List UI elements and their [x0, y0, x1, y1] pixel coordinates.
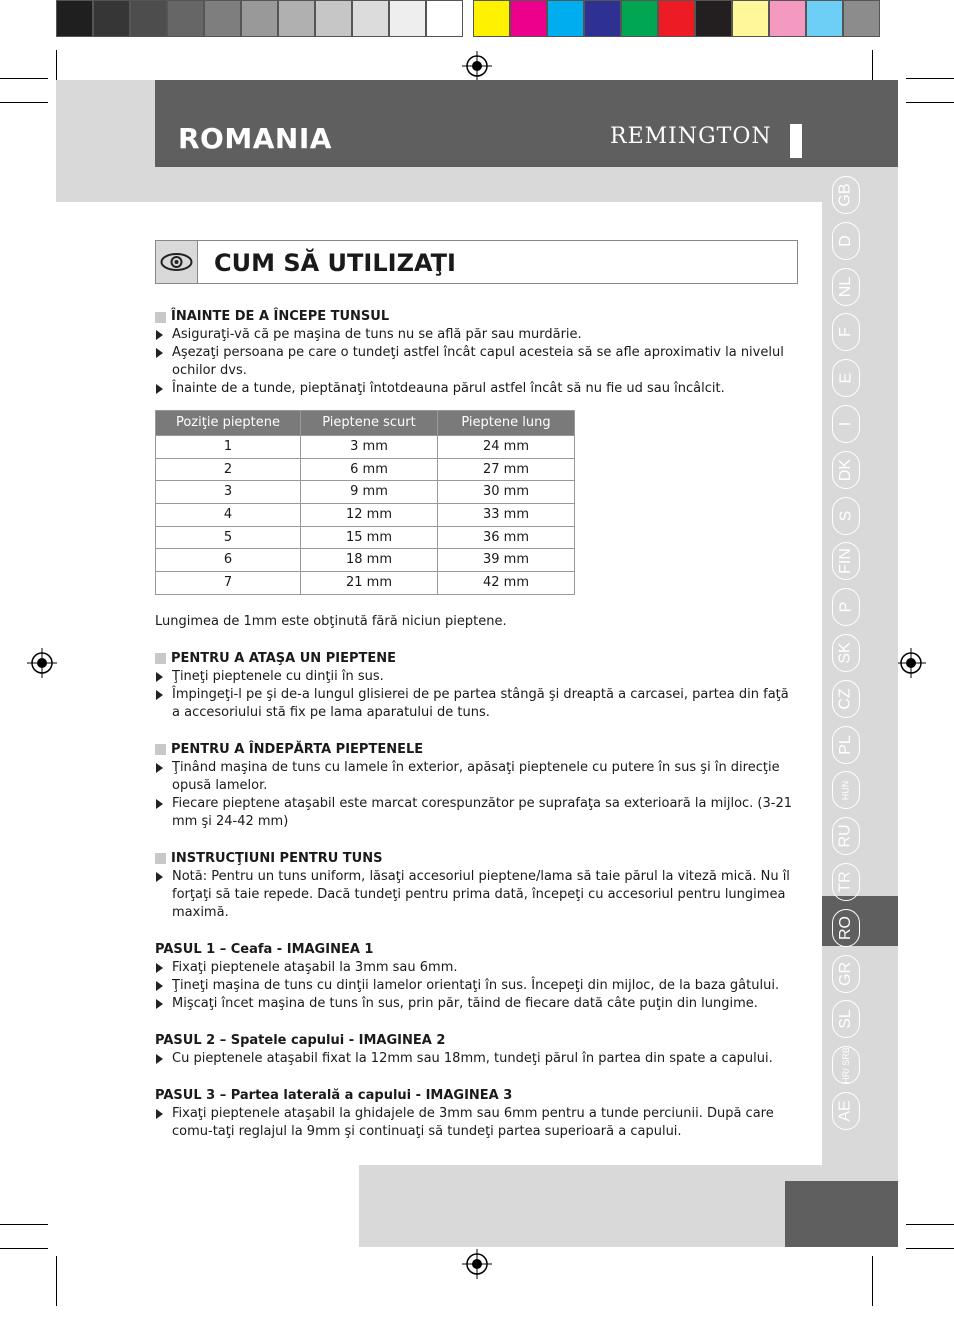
language-tab-label: RO [837, 915, 854, 940]
color-swatch [167, 0, 204, 37]
table-cell: 30 mm [438, 481, 575, 504]
color-swatch [278, 0, 315, 37]
table-cell: 33 mm [438, 504, 575, 527]
language-tab-label: TR [836, 871, 854, 893]
color-swatch [510, 0, 547, 37]
section-title: CUM SĂ UTILIZAŢI [214, 249, 456, 277]
language-tab-label: S [836, 510, 854, 521]
brand-logo-bar [790, 124, 802, 158]
language-tab-label: D [837, 235, 854, 247]
trim-mark [906, 78, 954, 79]
list-item: Fixaţi pieptenele ataşabil la ghidajele de 3mm sau 6mm pentru a tunde perciunii. După care comu-taţi reglajul la 9mm şi continuaţi să tundeţi partea superioară a capului. [155, 1105, 800, 1141]
language-tab-dk[interactable] [832, 451, 860, 489]
list-item: Ţineţi maşina de tuns cu dinţii lamelor orientaţi în sus. Începeţi din mijloc, de la baza gâtului. [155, 977, 800, 995]
language-tab-label: F [837, 327, 854, 338]
table-row [156, 458, 575, 481]
language-tab-f[interactable] [832, 313, 860, 351]
language-tab-label: HR/ SRB [840, 1046, 851, 1084]
list-item: Cu pieptenele ataşabil fixat la 12mm sau 18mm, tundeţi părul în partea din spate a capului. [155, 1050, 800, 1068]
table-cell: 7 [156, 572, 301, 595]
square-bullet-icon [155, 744, 166, 755]
table-cell: 6 [156, 549, 301, 572]
language-tab-label: GB [837, 183, 854, 207]
language-tab-label: GR [837, 961, 854, 986]
language-tab-label: RU [836, 824, 854, 848]
color-swatch [241, 0, 278, 37]
list-item: Ţinând maşina de tuns cu lamele în exterior, apăsaţi pieptenele cu putere în sus şi în direcţie opusă lamelor. [155, 759, 800, 795]
table-row [156, 481, 575, 504]
language-tab-label: E [836, 372, 854, 384]
language-tab-gr[interactable] [832, 955, 860, 993]
color-swatch [769, 0, 806, 37]
square-bullet-icon [155, 853, 166, 864]
subheading: INSTRUCŢIUNI PENTRU TUNS [155, 850, 800, 868]
table-cell: 9 mm [301, 481, 438, 504]
color-swatch [473, 0, 510, 37]
language-tab-label: DK [836, 458, 854, 481]
language-tab-ro[interactable] [832, 909, 860, 947]
table-cell: 2 [156, 458, 301, 481]
list-item: Fixaţi pieptenele ataşabil la 3mm sau 6mm. [155, 959, 800, 977]
table-row [156, 572, 575, 595]
color-swatch [658, 0, 695, 37]
table-cell: 4 [156, 504, 301, 527]
color-swatch [93, 0, 130, 37]
eye-icon [156, 241, 198, 283]
language-tab-sk[interactable] [832, 634, 860, 672]
list-item: Aşezaţi persoana pe care o tundeţi astfel încât capul acesteia să se afle aproximativ la nivelul ochilor dvs. [155, 344, 800, 380]
language-tab-ru[interactable] [832, 817, 860, 855]
table-cell: 36 mm [438, 526, 575, 549]
step-title: PASUL 1 – Ceafa - IMAGINEA 1 [155, 941, 374, 957]
list-item: Împingeţi-l pe şi de-a lungul glisierei de pe partea stângă şi dreaptă a carcasei, partea din faţă a accesoriului stă fix pe lama aparatului de tuns. [155, 686, 800, 722]
table-cell: 12 mm [301, 504, 438, 527]
color-swatch [315, 0, 352, 37]
language-tab-tr[interactable] [832, 863, 860, 901]
color-swatch [806, 0, 843, 37]
table-header: Pieptene lung [438, 411, 575, 436]
color-swatch [695, 0, 732, 37]
list-item: Notă: Pentru un tuns uniform, lăsaţi accesoriul pieptene/lama să taie părul la viteză mică. Nu îl forţaţi să taie repede. Dacă tundeţi pentru prima dată, începeţi cu accesoriul pentru lungimea maximă. [155, 868, 800, 922]
registration-mark-icon [462, 1249, 492, 1279]
language-tab-s[interactable] [832, 497, 860, 535]
registration-mark-icon [462, 51, 492, 81]
table-cell: 24 mm [438, 436, 575, 459]
square-bullet-icon [155, 653, 166, 664]
subheading: ÎNAINTE DE A ÎNCEPE TUNSUL [155, 308, 800, 326]
table-cell: 27 mm [438, 458, 575, 481]
comb-length-table [155, 410, 575, 595]
language-tab-pl[interactable] [832, 726, 860, 764]
color-swatch [426, 0, 463, 37]
step-title: PASUL 2 – Spatele capului - IMAGINEA 2 [155, 1032, 446, 1048]
table-cell: 39 mm [438, 549, 575, 572]
registration-mark-icon [896, 648, 926, 678]
trim-mark [872, 1256, 873, 1306]
table-row [156, 549, 575, 572]
language-tab-label: NL [836, 276, 854, 297]
list-item: Înainte de a tunde, pieptănaţi întotdeauna părul astfel încât să nu fie ud sau încâlcit. [155, 380, 800, 398]
color-swatch [843, 0, 880, 37]
language-tab-hun[interactable] [832, 771, 860, 809]
color-calibration-bar [56, 0, 880, 37]
color-swatch [389, 0, 426, 37]
language-tab-label: I [836, 421, 854, 427]
language-tab-p[interactable] [832, 588, 860, 626]
color-swatch [621, 0, 658, 37]
swatch-gap [463, 0, 473, 37]
trim-mark [0, 78, 48, 79]
trim-mark [906, 1248, 954, 1249]
language-tab-d[interactable] [832, 222, 860, 260]
table-cell: 21 mm [301, 572, 438, 595]
table-row [156, 526, 575, 549]
language-tab-label: PL [836, 734, 854, 755]
language-tab-hrsrb[interactable] [832, 1046, 860, 1084]
language-tab-i[interactable] [832, 405, 860, 443]
color-swatch [547, 0, 584, 37]
color-swatch [352, 0, 389, 37]
subheading: PENTRU A ATAŞA UN PIEPTENE [155, 650, 800, 668]
language-tab-sl[interactable] [832, 1000, 860, 1038]
language-tab-label: AE [837, 1100, 854, 1122]
table-cell: 15 mm [301, 526, 438, 549]
color-swatch [130, 0, 167, 37]
trim-mark [0, 102, 48, 103]
language-tab-cz[interactable] [832, 680, 860, 718]
step-title: PASUL 3 – Partea laterală a capului - IMAGINEA 3 [155, 1087, 513, 1103]
trim-mark [0, 1248, 48, 1249]
list-item: Mişcaţi încet maşina de tuns în sus, prin păr, tăind de fiecare dată câte puţin din lungime. [155, 995, 800, 1013]
language-tab-label: P [836, 601, 854, 613]
trim-mark [0, 1224, 48, 1225]
language-tab-label: SL [836, 1009, 854, 1030]
color-swatch [584, 0, 621, 37]
table-cell: 18 mm [301, 549, 438, 572]
table-cell: 1 [156, 436, 301, 459]
table-cell: 6 mm [301, 458, 438, 481]
page-number-block [785, 1181, 898, 1247]
table-header: Poziţie pieptene [156, 411, 301, 436]
language-tab-e[interactable] [832, 359, 860, 397]
brand-logo: REMINGTON [610, 124, 772, 149]
square-bullet-icon [155, 312, 166, 323]
language-tab-label: CZ [836, 688, 854, 710]
table-cell: 3 mm [301, 436, 438, 459]
table-header: Pieptene scurt [301, 411, 438, 436]
language-tab-ae[interactable] [832, 1092, 860, 1130]
table-cell: 5 [156, 526, 301, 549]
trim-mark [906, 1224, 954, 1225]
table-cell: 3 [156, 481, 301, 504]
page-title: ROMANIA [178, 122, 332, 155]
language-tab-label: SK [837, 642, 854, 664]
subheading: PENTRU A ÎNDEPĂRTA PIEPTENELE [155, 741, 800, 759]
table-row [156, 504, 575, 527]
registration-mark-icon [27, 648, 57, 678]
language-tab-fin[interactable] [832, 542, 860, 580]
language-tab-label: HUN [840, 780, 851, 801]
list-item: Ţineţi pieptenele cu dinţii în sus. [155, 668, 800, 686]
language-tab-nl[interactable] [832, 268, 860, 306]
language-tab-gb[interactable] [832, 176, 860, 214]
list-item: Asiguraţi-vă că pe maşina de tuns nu se află păr sau murdărie. [155, 326, 800, 344]
table-cell: 42 mm [438, 572, 575, 595]
color-swatch [56, 0, 93, 37]
trim-mark [56, 1256, 57, 1306]
main-content [155, 308, 800, 1141]
note-text: Lungimea de 1mm este obţinută fără niciun pieptene. [155, 613, 507, 629]
color-swatch [732, 0, 769, 37]
list-item: Fiecare pieptene ataşabil este marcat corespunzător pe suprafaţa sa exterioară la mijloc. (3-21 mm şi 24-42 mm) [155, 795, 800, 831]
color-swatch [204, 0, 241, 37]
trim-mark [906, 102, 954, 103]
table-row [156, 436, 575, 459]
language-tab-label: FIN [837, 548, 854, 575]
